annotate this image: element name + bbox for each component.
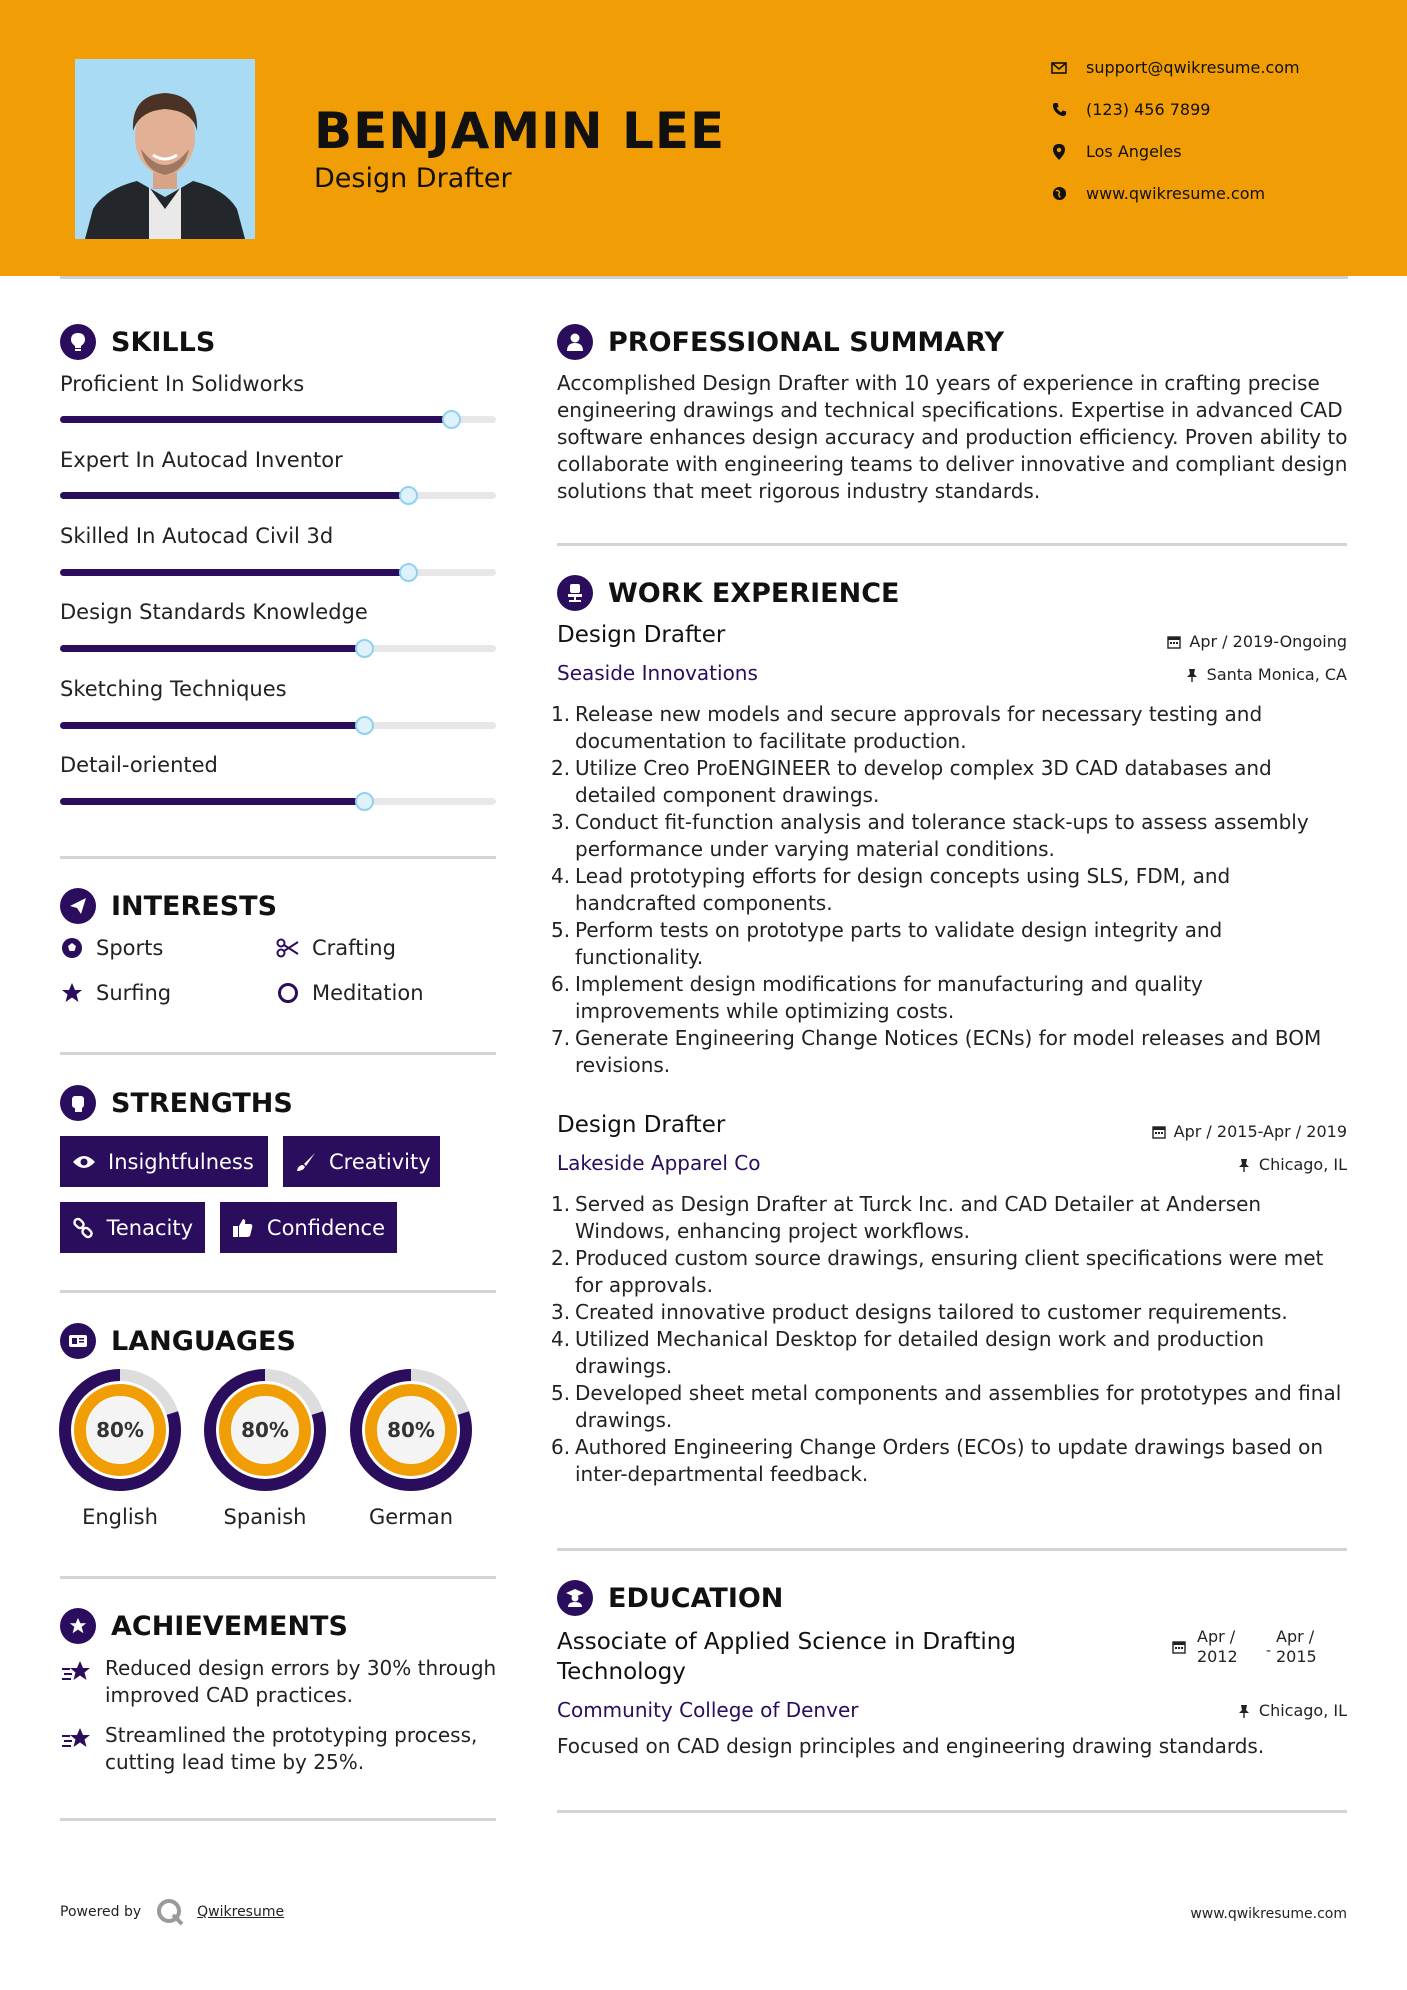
footer-powered-by: Powered by Qwikresume [60,1897,284,1927]
job-title: Design Drafter [557,622,726,648]
school-name: Community College of Denver [557,1698,859,1722]
star-icon [60,981,84,1005]
language-percent: 80% [96,1418,144,1442]
contact-phone[interactable]: (123) 456 7899 [1050,100,1210,119]
languages-heading: LANGUAGES [60,1323,296,1359]
language-name: Spanish [223,1505,307,1529]
summary-text: Accomplished Design Drafter with 10 years of experience in crafting precise engineering drawings and technical specifications. Expertise in advanced CAD software enhances design accuracy and production efficiency. Proven ability to collaborate with engineering teams to deliver innovative and compliant design solutions that meet rigorous industry standards. [557,371,1348,503]
skill-bar [60,722,496,729]
footer-url[interactable]: www.qwikresume.com [1190,1906,1347,1922]
strength-badge: Creativity [283,1136,440,1187]
language-donut [59,1369,181,1491]
user-icon [557,324,593,360]
language-donut [350,1369,472,1491]
section-divider [60,1818,496,1821]
list-item: 1. Served as Design Drafter at Turck Inc. and CAD Detailer at Andersen Windows, enhancing project workflows. [551,1192,1262,1243]
section-divider [60,1290,496,1293]
paintbrush-icon [295,1150,317,1174]
skill-label: Expert In Autocad Inventor [60,448,343,472]
education-heading: EDUCATION [557,1580,783,1616]
interest-item: Sports [60,936,163,960]
qwikresume-logo [155,1897,185,1927]
skill-label: Sketching Techniques [60,677,287,701]
experience-heading: WORK EXPERIENCE [557,575,899,611]
raised-fist-icon [60,1085,96,1121]
shooting-star-icon [60,1657,92,1689]
list-item: 1. Release new models and secure approvals for necessary testing and documentation to facilitate production. [551,702,1263,753]
calendar-icon [1167,635,1181,649]
location-pin-icon [1050,143,1068,161]
graduate-icon [557,1580,593,1616]
candidate-role: Design Drafter [314,163,512,194]
list-item: 2. Produced custom source drawings, ensuring client specifications were met for approvals. [551,1246,1324,1297]
candidate-name: BENJAMIN LEE [314,102,726,160]
interest-item: Crafting [276,936,396,960]
list-item: 6. Implement design modifications for manufacturing and quality improvements while optimizing costs. [551,972,1203,1023]
section-divider [60,1576,496,1579]
soccer-ball-icon [60,936,84,960]
eye-icon [72,1150,96,1174]
language-name: English [82,1505,158,1529]
calendar-icon [1152,1125,1166,1139]
section-divider [60,1052,496,1055]
job-date: Apr / 2019-Ongoing [1167,632,1347,651]
skill-label: Detail-oriented [60,753,218,777]
list-item: 5. Perform tests on prototype parts to validate design integrity and functionality. [551,918,1223,969]
skill-label: Design Standards Knowledge [60,600,368,624]
list-item: 4. Utilized Mechanical Desktop for detailed design work and production drawings. [551,1327,1264,1378]
scissors-icon [276,936,300,960]
education-location: Chicago, IL [1237,1701,1347,1720]
shooting-star-icon [60,1724,92,1756]
list-item: 4. Lead prototyping efforts for design concepts using SLS, FDM, and handcrafted components. [551,864,1231,915]
language-name: German [368,1505,454,1529]
section-divider [60,856,496,859]
job-title: Design Drafter [557,1112,726,1138]
interest-item: Surfing [60,981,171,1005]
job-date: Apr / 2015-Apr / 2019 [1152,1122,1347,1141]
list-item: 3. Created innovative product designs tailored to customer requirements. [551,1300,1288,1324]
strengths-heading: STRENGTHS [60,1085,293,1121]
strength-badge: Confidence [220,1202,397,1253]
degree-title: Associate of Applied Science in Drafting Technology [557,1629,1016,1685]
job-duties [551,1191,1351,1488]
job-duties [551,701,1351,1079]
interests-heading: INTERESTS [60,888,277,924]
skill-bar [60,645,496,652]
skill-label: Proficient In Solidworks [60,372,305,396]
strength-badge: Tenacity [60,1202,205,1253]
skill-bar [60,569,496,576]
list-item: 5. Developed sheet metal components and assemblies for prototypes and final drawings. [551,1381,1342,1432]
header-banner [0,0,1407,276]
section-divider [557,1548,1347,1551]
section-divider [557,1810,1347,1813]
section-divider [557,543,1347,546]
paper-plane-icon [60,888,96,924]
phone-icon [1050,101,1068,119]
profile-photo [75,59,255,239]
pushpin-icon [1185,668,1199,682]
skill-bar [60,492,496,499]
skill-bar [60,798,496,805]
interest-item: Meditation [276,981,424,1005]
achievements-heading: ACHIEVEMENTS [60,1608,348,1644]
language-percent: 80% [387,1418,435,1442]
circle-icon [276,981,300,1005]
pushpin-icon [1237,1158,1251,1172]
list-item: 7. Generate Engineering Change Notices (ECNs) for model releases and BOM revisions. [551,1026,1322,1077]
job-location: Chicago, IL [1237,1155,1347,1174]
language-percent: 80% [241,1418,289,1442]
pushpin-icon [1237,1704,1251,1718]
company-name: Lakeside Apparel Co [557,1151,761,1175]
office-chair-icon [557,575,593,611]
contact-location: Los Angeles [1050,142,1182,161]
thumbs-up-icon [232,1216,255,1240]
header-divider [60,276,1348,279]
summary-heading: PROFESSIONAL SUMMARY [557,324,1004,360]
job-location: Santa Monica, CA [1185,665,1347,684]
skill-label: Skilled In Autocad Civil 3d [60,524,334,548]
contact-email[interactable]: support@qwikresume.com [1050,58,1300,77]
list-item: 6. Authored Engineering Change Orders (ECOs) to update drawings based on inter-departmental feedback. [551,1435,1324,1486]
achievement-item: Streamlined the prototyping process, cutting lead time by 25%. [60,1722,500,1776]
skills-heading: SKILLS [60,324,215,360]
qwikresume-link[interactable]: Qwikresume [197,1904,285,1920]
list-item: 3. Conduct fit-function analysis and tolerance stack-ups to assess assembly performance under varying material conditions. [551,810,1309,861]
link-icon [72,1216,95,1240]
language-donut [204,1369,326,1491]
lightbulb-icon [60,324,96,360]
strength-badge: Insightfulness [60,1136,268,1187]
list-item: 2. Utilize Creo ProENGINEER to develop complex 3D CAD databases and detailed component drawings. [551,756,1272,807]
company-name: Seaside Innovations [557,661,758,685]
achievement-item: Reduced design errors by 30% through improved CAD practices. [60,1655,500,1709]
education-description: Focused on CAD design principles and engineering drawing standards. [557,1734,1265,1758]
language-icon [60,1323,96,1359]
globe-icon [1050,185,1068,203]
star-badge-icon [60,1608,96,1644]
education-dates: Apr / 2012 - Apr / 2015 [1172,1627,1352,1667]
contact-website[interactable]: www.qwikresume.com [1050,184,1265,203]
skill-bar [60,416,496,423]
calendar-icon [1172,1639,1186,1658]
envelope-icon [1050,59,1068,77]
